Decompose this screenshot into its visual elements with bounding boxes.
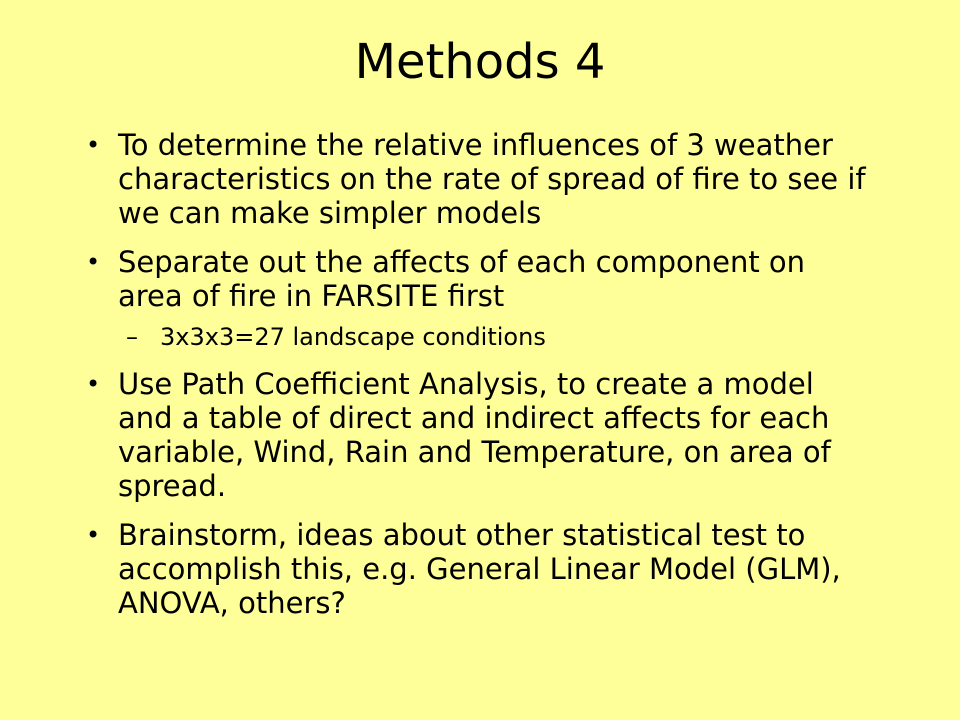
bullet-text: Separate out the affects of each component on area of fire in FARSITE first xyxy=(118,245,806,313)
slide-title: Methods 4 xyxy=(354,34,606,90)
bullet-text: Use Path Coefficient Analysis, to create a model and a table of direct and indirect affects for each variable, Wind, Rain and Temperature, on area of spread. xyxy=(118,367,831,503)
bullet-text: To determine the relative influences of 3 weather characteristics on the rate of spread of fire to see if we can make simpler models xyxy=(118,128,866,230)
bullet-item xyxy=(82,367,872,503)
bullet-marker: • xyxy=(86,521,101,549)
bullet-marker: • xyxy=(86,370,101,398)
bullet-marker: • xyxy=(86,248,101,276)
bullet-text: Brainstorm, ideas about other statistical test to accomplish this, e.g. General Linear Model (GLM), ANOVA, others? xyxy=(118,518,841,620)
sub-bullet-item xyxy=(82,322,872,352)
bullet-marker: • xyxy=(86,131,101,159)
bullet-item xyxy=(82,128,872,230)
bullet-item xyxy=(82,518,872,620)
bullet-item xyxy=(82,245,872,313)
sub-bullet-marker: – xyxy=(126,323,138,351)
sub-bullet-text: 3x3x3=27 landscape conditions xyxy=(160,323,546,351)
bullet-list xyxy=(82,128,872,635)
